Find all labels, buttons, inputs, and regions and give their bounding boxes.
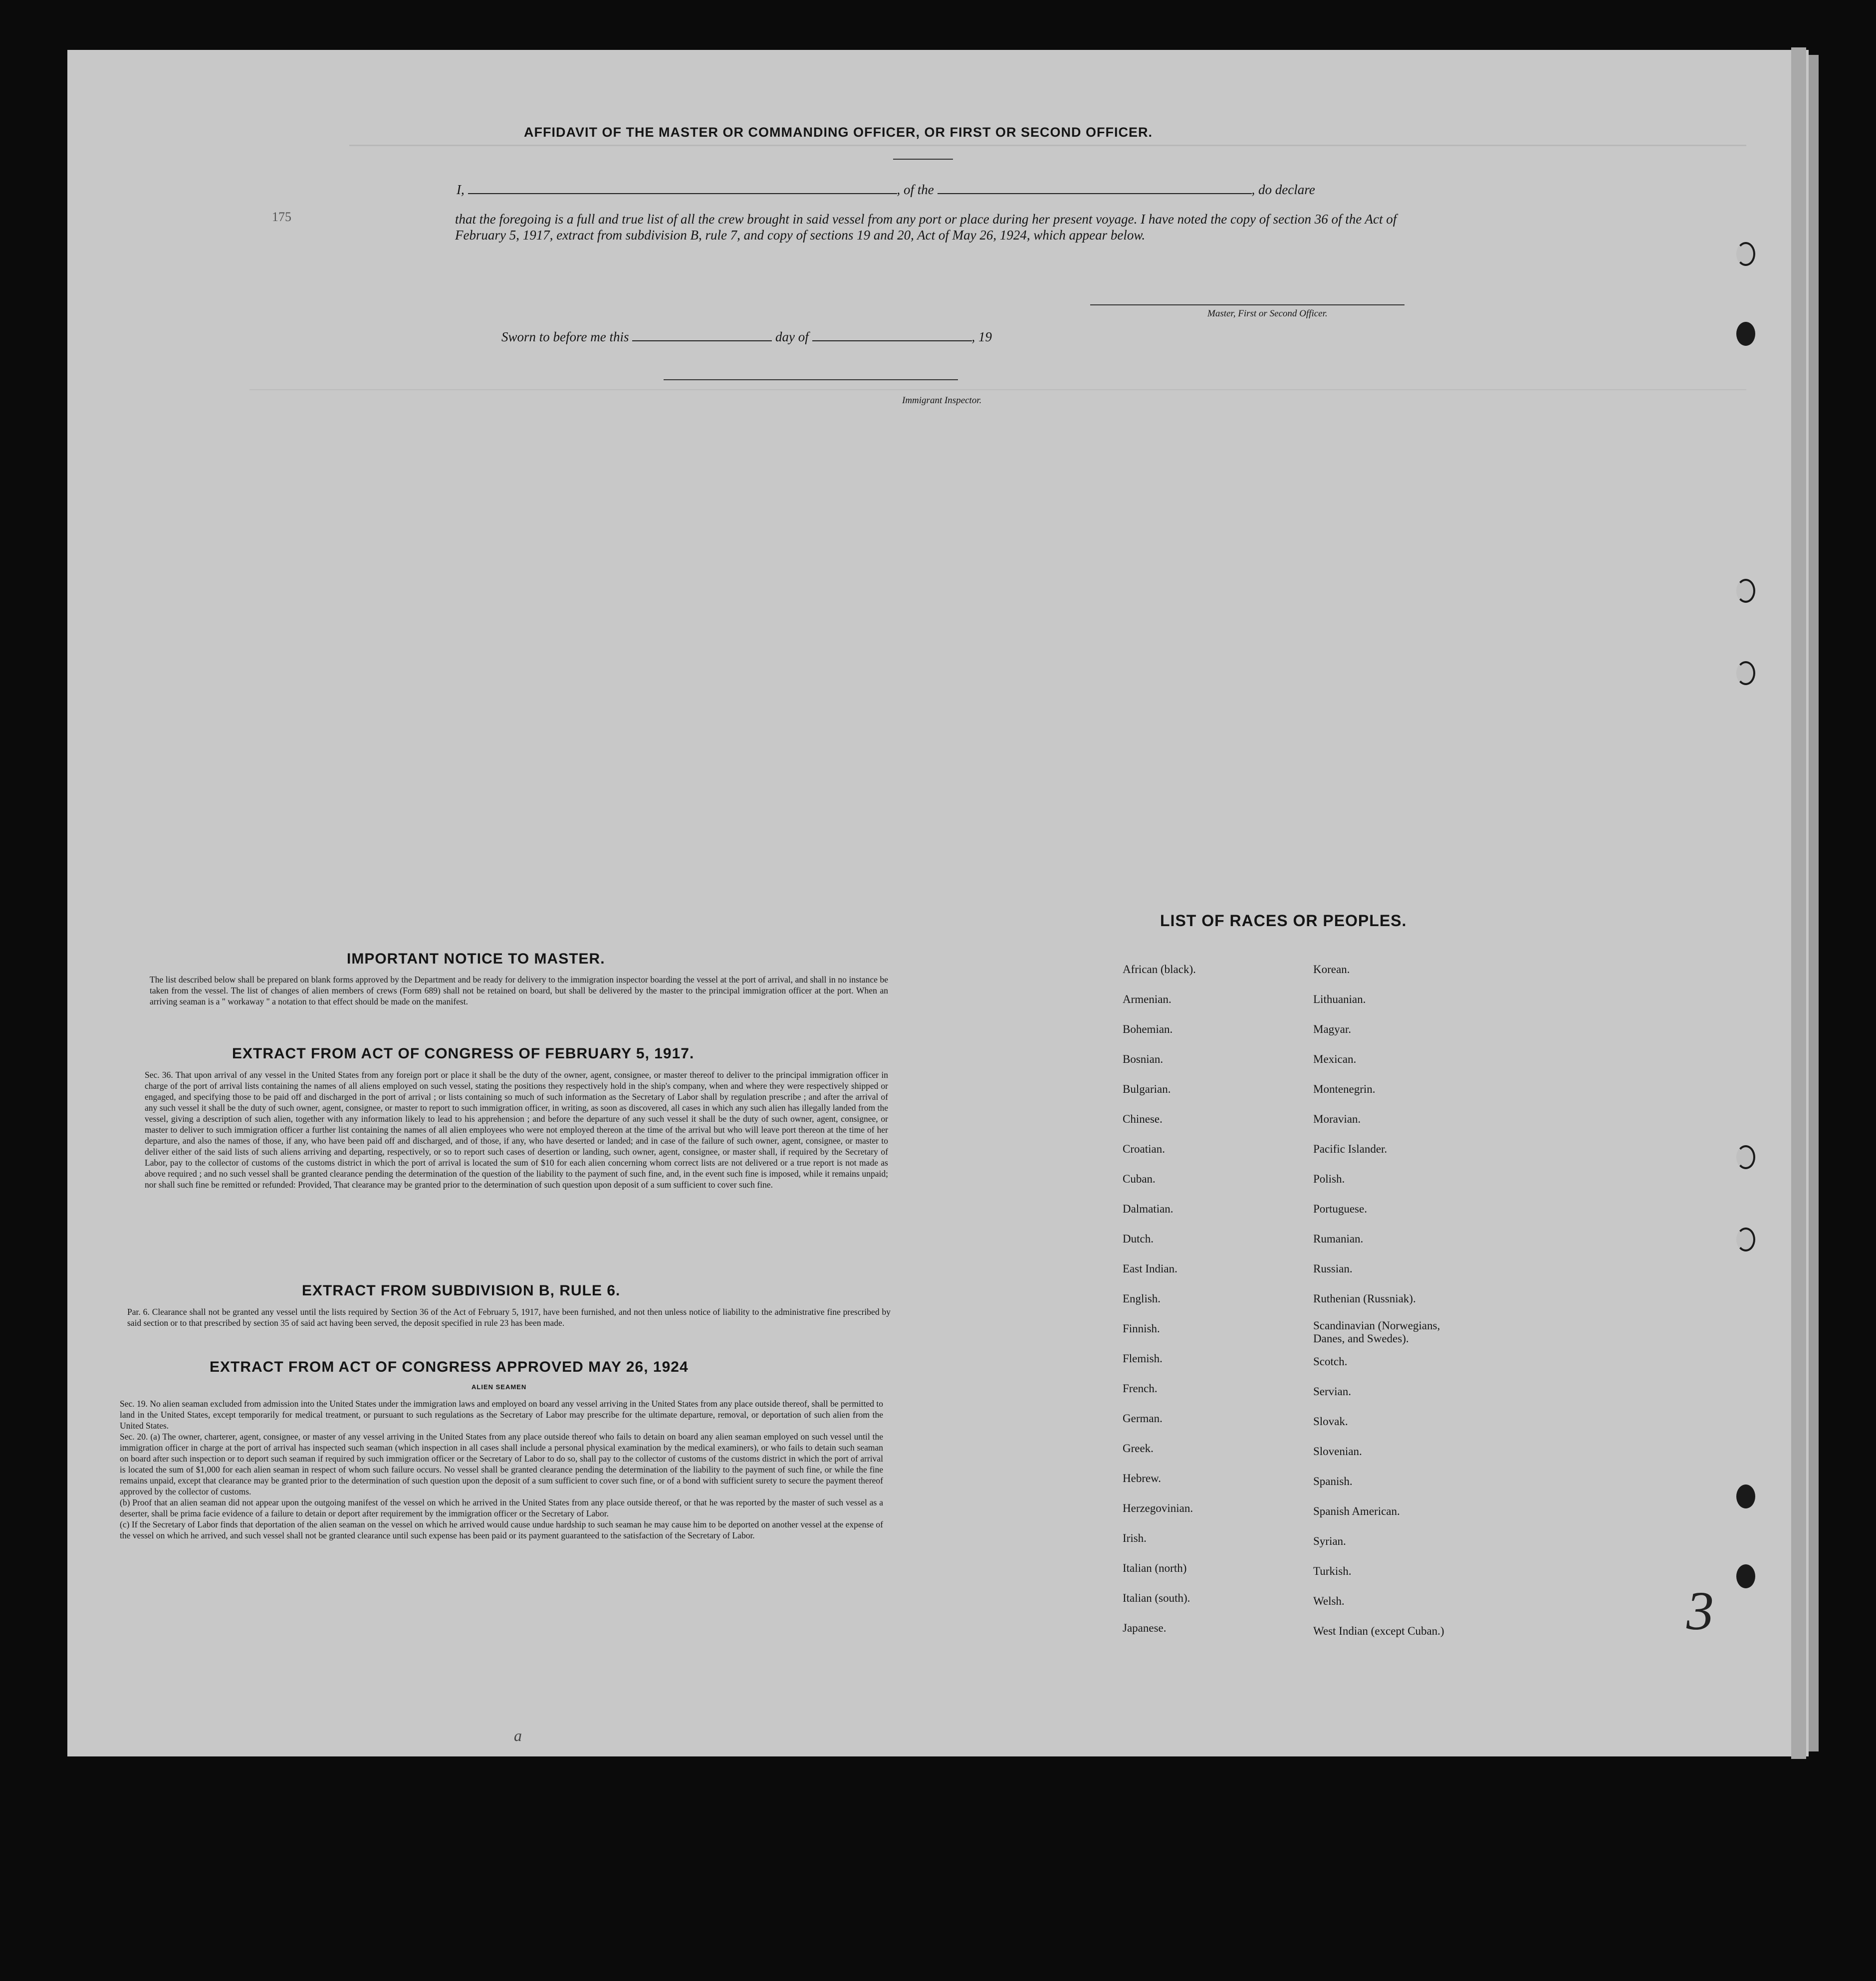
race-entry: Magyar. [1313,1023,1352,1035]
race-entry: Slovenian. [1313,1445,1362,1458]
margin-number: 175 [272,210,291,224]
sworn-year: , 19 [971,329,992,344]
race-entry: Croatian. [1123,1143,1165,1155]
race-entry: Hebrew. [1123,1472,1162,1485]
rule-6-body: Par. 6. Clearance shall not be granted any vessel until the lists required by Section 36 of the Act of February 5, 1917, have been furnished, and not then unless notice of liability to the administrative fine prescribed by said section or to that prescribed by section 35 of said act having been served, the deposit specified in rule 23 has been made. [127,1307,891,1328]
race-entry: Mexican. [1313,1053,1357,1065]
race-entry: Syrian. [1313,1535,1346,1547]
race-entry: German. [1123,1412,1163,1425]
race-entry: Slovak. [1313,1415,1348,1428]
sworn-day-field[interactable] [632,340,772,341]
rule-6-title: EXTRACT FROM SUBDIVISION B, RULE 6. [302,1282,621,1299]
affidavit-declaration-line [457,182,1315,198]
sec-20a-text: Sec. 20. (a) The owner, charterer, agent, consignee, or master of any vessel arriving in the United States from any place outside thereof who fails to detain on board any alien seaman employed on such vessel until the immigration officer in charge at the port of arrival has inspected such seaman (which inspection in all cases shall include a personal physical examination by the medical examiners), or who fails to detain such seaman on board after such inspection or to deport such seaman if required by such immigration officer or the Secretary of Labor to do so, shall pay to the collector of customs of the customs district in which the port of arrival is located the sum of $1,000 for each alien seaman in respect of whom such failure occurs. No vessel shall be granted clearance pending the determination of the liability to the payment of such fine, or while the fine remains unpaid, except that clearance may be granted prior to the determination of such question upon the deposit of a sum sufficient to cover such fine, or of a bond with sufficient surety to secure the payment thereof approved by the collector of customs. [120,1432,883,1496]
race-entry: English. [1123,1292,1161,1305]
sworn-before: Sworn to before me this [501,329,629,344]
binder-hole [1736,1228,1755,1251]
race-entry: Spanish American. [1313,1505,1400,1517]
race-entry: Turkish. [1313,1565,1352,1577]
race-entry: Irish. [1123,1532,1147,1544]
inspector-signature-line[interactable] [664,379,958,380]
sec-20c-text: (c) If the Secretary of Labor finds that deportation of the alien seaman on the vessel on which he arrived would cause undue hardship to such seaman he may cause him to be deported on another vessel at the expense of the vessel on which he arrived, and such vessel shall not be granted clearance until such expense has been paid or its payment guaranteed to the satisfaction of the Secretary of Labor. [120,1519,883,1540]
sec-19-text: Sec. 19. No alien seaman excluded from admission into the United States under the immigration laws and employed on board any vessel arriving in the United States from any place outside thereof, shall be permitted to land in the United States, except temporarily for medical treatment, or pursuant to such regulations as the Secretary of Labor may prescribe for the ultimate departure, removal, or deportation of such alien from the United States. [120,1399,883,1431]
race-entry: Portuguese. [1313,1203,1367,1215]
race-entry: Finnish. [1123,1322,1160,1335]
race-entry: Chinese. [1123,1113,1163,1125]
act-1924-body [120,1398,883,1541]
race-entry: Bulgarian. [1123,1083,1171,1095]
race-entry: Pacific Islander. [1313,1143,1388,1155]
declare-of-the: , of the [897,182,934,197]
race-entry: West Indian (except Cuban.) [1313,1625,1444,1637]
binder-hole [1736,242,1755,266]
race-entry: Flemish. [1123,1352,1163,1365]
race-entry: Spanish. [1313,1475,1353,1487]
race-entry: Polish. [1313,1173,1345,1185]
master-signature-line[interactable] [1090,304,1405,305]
race-entry: Bosnian. [1123,1053,1164,1065]
binder-hole [1736,661,1755,685]
race-entry: East Indian. [1123,1262,1177,1275]
binder-hole [1736,579,1755,603]
race-entry: Servian. [1313,1385,1352,1398]
bleed-through-rule [249,389,1746,390]
notice-body: The list described below shall be prepared on blank forms approved by the Department and be ready for delivery to the immigration inspector boarding the vessel at the port of arrival, and shall in no instance be taken from the vessel. The list of changes of alien members of crews (Form 689) shall not be retained on board, but shall be delivered by the master to the principal immigration officer at the port. When an arriving seaman is a " workaway " a notation to that effect should be made on the manifest. [150,975,888,1006]
race-entry: Rumanian. [1313,1233,1364,1245]
affidavit-title: AFFIDAVIT OF THE MASTER OR COMMANDING OFFICER, OR FIRST OR SECOND OFFICER. [524,125,1153,140]
race-entry: Bohemian. [1123,1023,1173,1035]
declare-do: , do declare [1251,182,1315,197]
race-entry: Ruthenian (Russniak). [1313,1292,1416,1305]
notice-title: IMPORTANT NOTICE TO MASTER. [347,951,605,967]
race-entry: Italian (north) [1123,1562,1187,1574]
bottom-pencil-mark: a [514,1727,522,1744]
master-label: Master, First or Second Officer. [1207,308,1328,319]
binder-hole [1736,322,1755,346]
races-title: LIST OF RACES OR PEOPLES. [1160,912,1407,930]
bleed-through-rule [349,145,1746,146]
race-entry: African (black). [1123,963,1196,976]
race-entry: Russian. [1313,1262,1353,1275]
name-field[interactable] [468,193,897,194]
race-entry: Moravian. [1313,1113,1361,1125]
race-entry: Japanese. [1123,1622,1167,1634]
race-entry: Scandinavian (Norwegians, Danes, and Swedes). [1313,1319,1440,1345]
binder-hole [1736,1485,1755,1508]
binder-hole [1736,1145,1755,1169]
race-entry: Welsh. [1313,1595,1345,1607]
sworn-month-field[interactable] [812,340,972,341]
race-entry: Korean. [1313,963,1350,976]
title-rule [893,159,953,160]
binder-hole [1736,1564,1755,1588]
race-entry: Dalmatian. [1123,1203,1173,1215]
act-1924-title: EXTRACT FROM ACT OF CONGRESS APPROVED MAY 26, 1924 [210,1359,689,1375]
inspector-label: Immigrant Inspector. [902,395,982,406]
race-entry: Dutch. [1123,1233,1154,1245]
sworn-line [501,329,992,345]
race-entry: French. [1123,1382,1158,1395]
declare-i: I, [457,182,465,197]
act-1917-title: EXTRACT FROM ACT OF CONGRESS OF FEBRUARY 5, 1917. [232,1045,695,1062]
affidavit-text: that the foregoing is a full and true list of all the crew brought in said vessel from any port or place during her present voyage. I have noted the copy of section 36 of the Act of February 5, 1917, extract from subdivision B, rule 7, and copy of sections 19 and 20, Act of May 26, 1924, which appear below. [455,212,1397,243]
sworn-day-of: day of [775,329,809,344]
race-entry: Greek. [1123,1442,1154,1455]
race-entry: Cuban. [1123,1173,1156,1185]
race-entry: Armenian. [1123,993,1172,1005]
race-entry: Lithuanian. [1313,993,1366,1005]
page-edge [1791,47,1806,1759]
race-entry: Herzegovinian. [1123,1502,1193,1514]
sec-20b-text: (b) Proof that an alien seaman did not appear upon the outgoing manifest of the vessel on which he arrived in the United States from any place outside thereof, or that he was reported by the master of such vessel as a deserter, shall be prima facie evidence of a failure to detain or deport after requirement by the immigration officer or the Secretary of Labor. [120,1497,883,1518]
page-edge-back [1809,55,1819,1751]
act-1917-body: Sec. 36. That upon arrival of any vessel in the United States from any foreign port or place it shall be the duty of the owner, agent, consignee, or master thereof to deliver to the principal immigration officer in charge of the port of arrival lists containing the names of all aliens employed on such vessel, stating the positions they respectively hold in the ship's company, when and where they were respectively shipped or engaged, and specifying those to be paid off and discharged in the port of arrival ; or lists containing so much of such information as the Secretary of Labor shall by regulation prescribe ; and after the arrival of any such vessel it shall be the duty of such owner, agent, consignee, or master to report to such immigration officer, in writing, as soon as discovered, all cases in which any such alien has illegally landed from the vessel, giving a description of such alien, together with any information likely to lead to his apprehension ; and before the departure of any such vessel it shall be the duty of such owner, agent, consignee, or master to deliver to such immigration officer a further list containing the names of all alien employees who were not employed thereon at the time of the arrival but who will leave port thereon at the time of her departure, and also the names of those, if any, who have been paid off and discharged, and of those, if any, who have deserted or landed; and in case of the failure of such owner, agent, consignee, or master to deliver either of the said lists of such aliens arriving and departing, respectively, or so to report such cases of desertion or landing, such owner, agent, consignee, or master shall, if required by the Secretary of Labor, pay to the collector of customs of the customs district in which the port of arrival is located the sum of $10 for each alien concerning whom correct lists are not delivered or a true report is not made as above required ; and no such vessel shall be granted clearance pending the determination of the question of the liability to the payment of such fine, and, in the event such fine is imposed, while it remains unpaid; nor shall such fine be remitted or refunded: Provided, That clearance may be granted prior to the determination of such question upon deposit of a sum sufficient to cover such fine. [145,1070,888,1190]
act-1924-subtitle: ALIEN SEAMEN [471,1383,527,1391]
race-entry: Scotch. [1313,1355,1348,1368]
race-entry: Italian (south). [1123,1592,1190,1604]
race-entry: Montenegrin. [1313,1083,1376,1095]
handwritten-page-number: 3 [1686,1580,1714,1641]
vessel-field[interactable] [938,193,1252,194]
